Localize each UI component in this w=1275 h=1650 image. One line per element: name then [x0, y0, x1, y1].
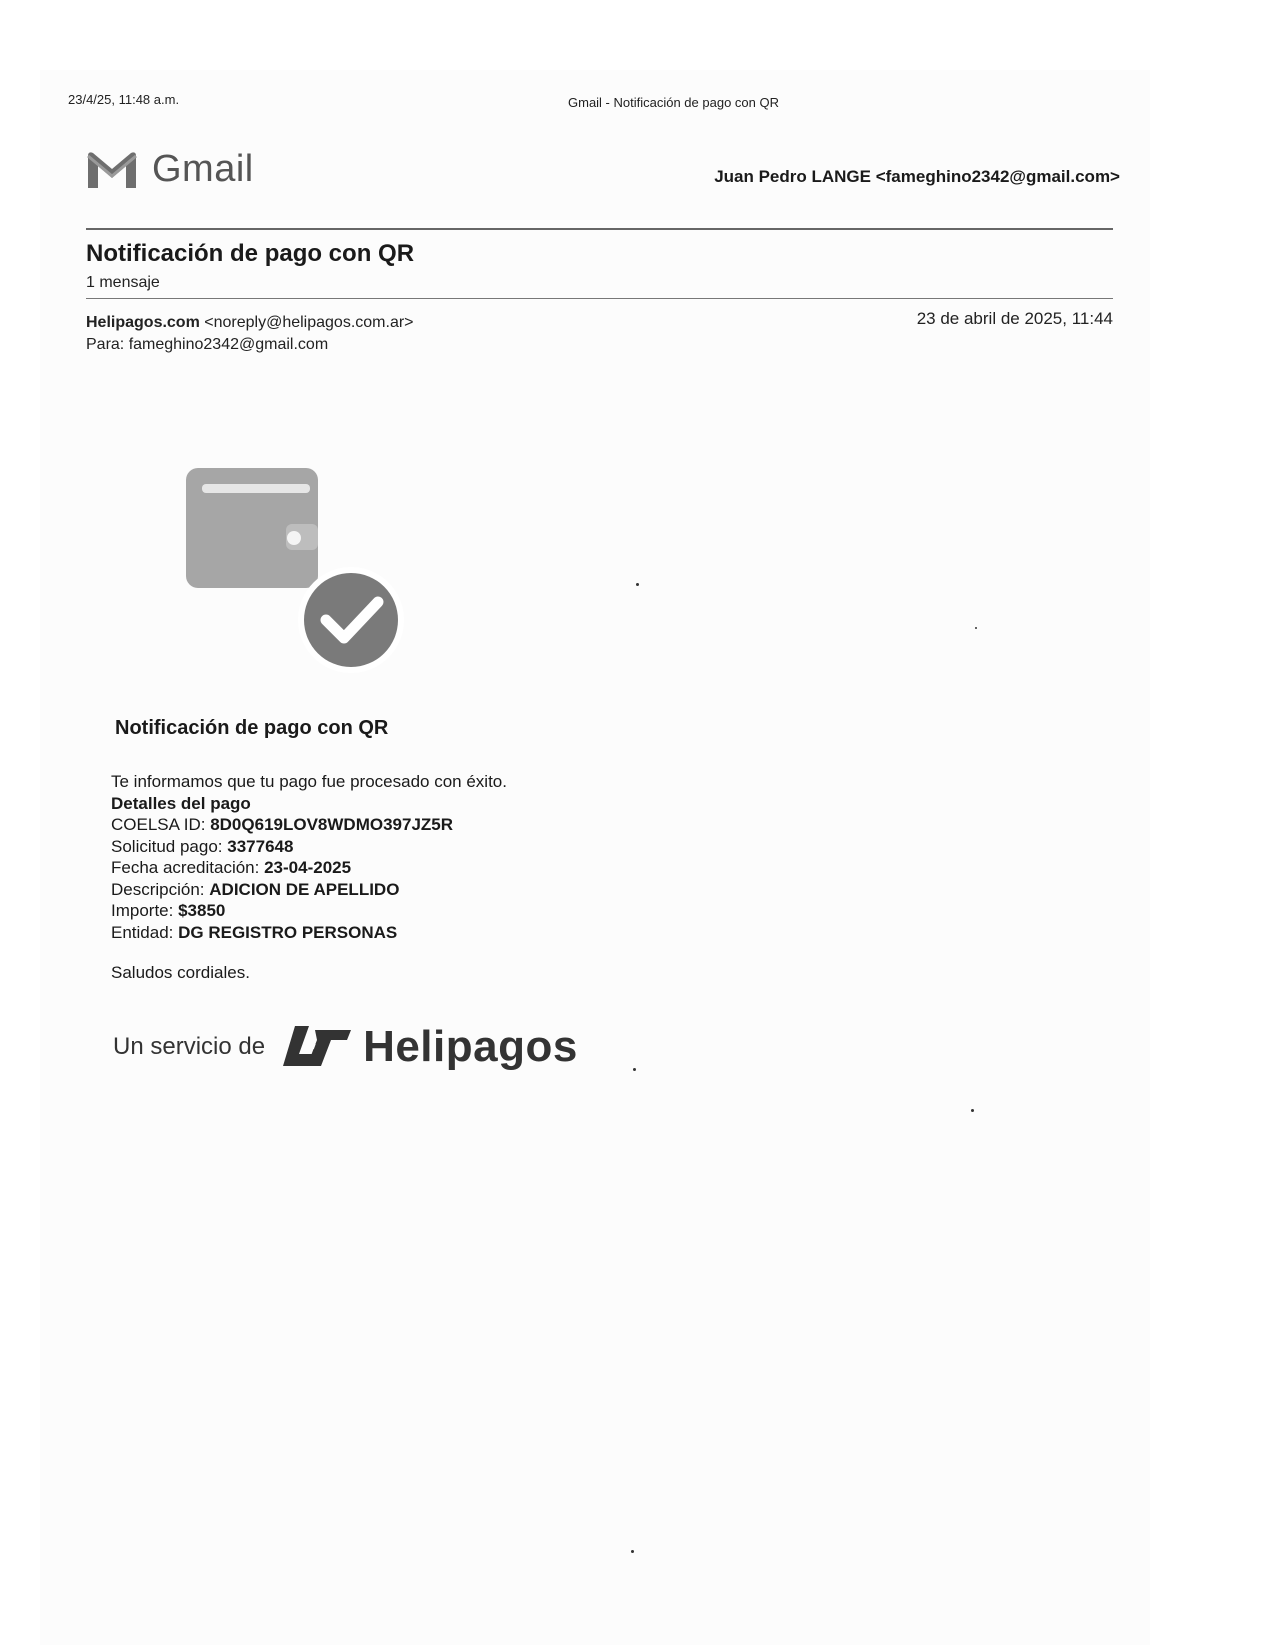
- detail-label: Importe:: [111, 901, 179, 920]
- detail-value: 23-04-2025: [264, 858, 352, 877]
- recipient: Para: fameghino2342@gmail.com: [86, 336, 329, 353]
- scan-speck: [971, 1109, 974, 1112]
- detail-label: Fecha acreditación:: [111, 858, 265, 877]
- scan-speck: [631, 1550, 634, 1553]
- detail-row: [111, 814, 507, 836]
- sender: [86, 314, 414, 332]
- detail-label: COELSA ID:: [111, 815, 211, 834]
- details-heading: Detalles del pago: [111, 793, 251, 813]
- wallet-check-icon: [186, 468, 416, 688]
- sender-email: <noreply@helipagos.com.ar>: [204, 314, 414, 331]
- helipagos-logo-icon: [281, 1024, 353, 1070]
- detail-label: Entidad:: [111, 922, 179, 942]
- scan-speck: [636, 583, 639, 586]
- scan-speck: [633, 1068, 636, 1071]
- print-page-title: Gmail - Notificación de pago con QR: [568, 95, 779, 110]
- thread-subject: Notificación de pago con QR: [86, 240, 415, 267]
- notification-title: Notificación de pago con QR: [115, 717, 389, 739]
- gmail-wordmark: Gmail: [152, 148, 254, 190]
- detail-row: [111, 922, 507, 944]
- detail-row: [111, 836, 507, 858]
- scan-speck: [975, 627, 977, 629]
- intro-text: Te informamos que tu pago fue procesado con éxito.: [111, 772, 507, 791]
- detail-value: $3850: [178, 901, 226, 920]
- detail-value: ADICION DE APELLIDO: [209, 879, 400, 899]
- print-datetime: 23/4/25, 11:48 a.m.: [68, 92, 180, 107]
- closing-greeting: Saludos cordiales.: [111, 963, 250, 982]
- detail-label: Descripción:: [111, 879, 210, 899]
- payment-details: [111, 771, 507, 943]
- detail-label: Solicitud pago:: [111, 836, 228, 856]
- message-date: 23 de abril de 2025, 11:44: [916, 309, 1113, 328]
- account-email: Juan Pedro LANGE <fameghino2342@gmail.com>: [714, 167, 1120, 186]
- detail-row: [111, 900, 507, 922]
- message-count: 1 mensaje: [86, 274, 160, 291]
- sender-name: Helipagos.com: [86, 314, 200, 331]
- service-text: Un servicio de: [113, 1033, 266, 1060]
- gmail-logo: [86, 148, 254, 191]
- header-divider: [86, 228, 1113, 230]
- service-footer: [113, 1022, 578, 1072]
- detail-row: [111, 879, 507, 901]
- detail-row: [111, 857, 507, 879]
- detail-value: 8D0Q619LOV8WDMO397JZ5R: [210, 815, 454, 834]
- detail-value: DG REGISTRO PERSONAS: [178, 922, 398, 942]
- gmail-m-icon: [86, 150, 138, 190]
- helipagos-brand: Helipagos: [363, 1022, 578, 1071]
- thread-divider: [86, 298, 1113, 299]
- detail-value: 3377648: [227, 836, 294, 856]
